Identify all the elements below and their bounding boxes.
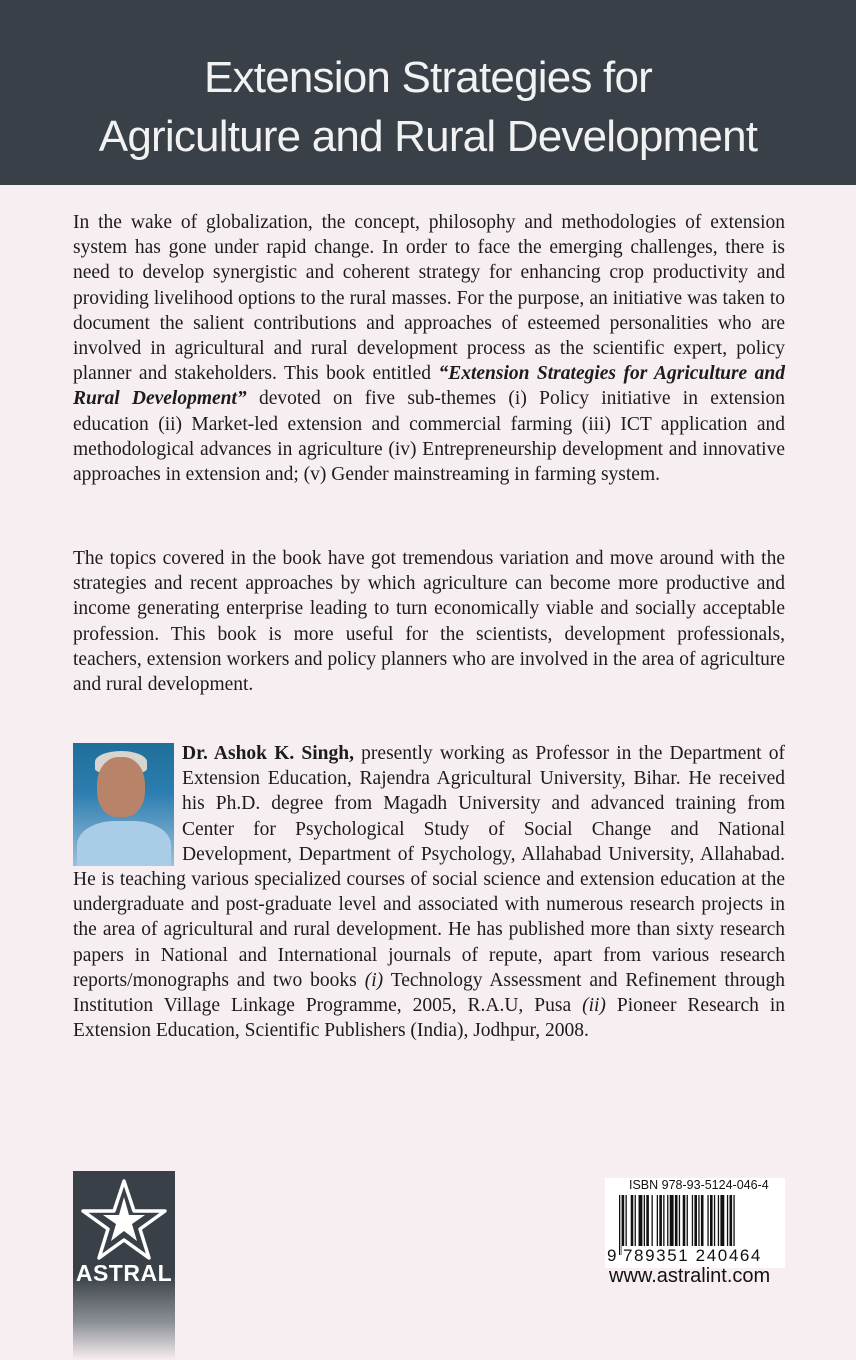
blurb-p1-text-a: In the wake of globalization, the concept, philosophy and methodologies of extension system has gone under rapid change. In order to face the emerging challenges, there is need to develop synergistic and coherent strategy for enhancing crop productivity and providing livelihood options to the rural masses. For the purpose, an initiative was taken to document the salient contributions and approaches of esteemed personalities who are involved in agricultural and rural development process as the scientific expert, policy planner and stakeholders. This book entitled (73, 212, 785, 385)
publisher-website[interactable]: www.astralint.com (609, 1265, 771, 1287)
author-book-1: Technology Assessment and Refinement through Institution Village Linkage Programme, 2005, R.A.U, Pusa (73, 969, 785, 1017)
barcode-bar (644, 1195, 645, 1247)
publisher-logo (73, 1171, 175, 1360)
barcode-bar (657, 1195, 658, 1247)
barcode-bar (710, 1195, 713, 1247)
barcode-bar (663, 1195, 664, 1247)
blurb-paragraph-1 (73, 210, 785, 487)
isbn-label: ISBN 978-93-5124-046-4 (629, 1178, 769, 1192)
barcode-bar (646, 1195, 649, 1247)
barcode-digits: 789351 240464 (623, 1246, 762, 1265)
barcode-bar (659, 1195, 662, 1247)
author-photo (73, 743, 174, 866)
author-name: Dr. Ashok K. Singh, (182, 743, 354, 764)
barcode-bar (730, 1195, 733, 1247)
barcode-bar (652, 1195, 653, 1247)
barcode-bar (692, 1195, 693, 1247)
barcode-bar (718, 1195, 719, 1247)
blurb-book-title: “Extension Strategies for Agriculture and Rural Development” (73, 363, 785, 410)
book-marker-i: (i) (364, 969, 384, 991)
barcode-bar (714, 1195, 715, 1247)
barcode-bar (670, 1195, 674, 1247)
author-book-2: Pioneer Research in Extension Education, Scientific Publishers (India), Jodhpur, 2008. (73, 995, 786, 1042)
barcode-bar (619, 1195, 620, 1255)
barcode-bar (635, 1195, 636, 1247)
book-marker-ii: (ii) (582, 995, 606, 1017)
barcode-bar (683, 1195, 686, 1247)
author-bio (73, 741, 785, 1043)
blurb-paragraph-2: The topics covered in the book have got tremendous variation and move around with the strategies and recent approaches by which agriculture can become more productive and income generating enterprise leading to turn economically viable and socially acceptable profession. This book is more useful for the scientists, development professionals, teachers, extension workers and policy planners who are involved in the area of agriculture and rural development. (73, 548, 785, 696)
barcode-bar (675, 1195, 678, 1247)
barcode-lead-digit: 9 (607, 1246, 617, 1265)
book-title-line-1: Extension Strategies for (204, 53, 652, 102)
publisher-logo-text: ASTRAL (75, 1260, 173, 1286)
barcode-bar (720, 1195, 724, 1247)
book-title-line-2: Agriculture and Rural Development (98, 112, 758, 161)
barcode-bar (694, 1195, 697, 1247)
barcode-bar (626, 1195, 627, 1247)
barcode-bar (687, 1195, 688, 1247)
author-bio-text: presently working as Professor in the Department of Extension Education, Rajendra Agricultural University, Bihar. He received his Ph.D. degree from Magadh University and advanced training from Center for Psychological Study of Social Change and National Development, Department of Psychology, Allahabad University, Allahabad. He is teaching various specialized courses of social science and extension education at the undergraduate and post-graduate level and associated with numerous research projects in the area of agricultural and rural development. He has published more than sixty research papers in National and International journals of repute, apart from various research reports/monographs and two books (73, 743, 786, 991)
barcode-bar (631, 1195, 634, 1247)
barcode-bar (667, 1195, 668, 1247)
star-icon (79, 1177, 169, 1261)
isbn-barcode (605, 1178, 785, 1268)
barcode-bar (698, 1195, 699, 1247)
blurb-p1-text-b: devoted on five sub-themes (i) Policy initiative in extension education (ii) Market-led extension and commercial farming (iii) ICT application and methodological advances in agriculture (iv) Entrepreneurship development and innovative approaches in extension and; (v) Gender mainstreaming in farming system. (73, 388, 785, 486)
barcode-bar (701, 1195, 704, 1247)
cover-header (0, 0, 856, 185)
barcode-bar (727, 1195, 728, 1247)
barcode-bar (639, 1195, 643, 1247)
barcode-bar (707, 1195, 708, 1247)
